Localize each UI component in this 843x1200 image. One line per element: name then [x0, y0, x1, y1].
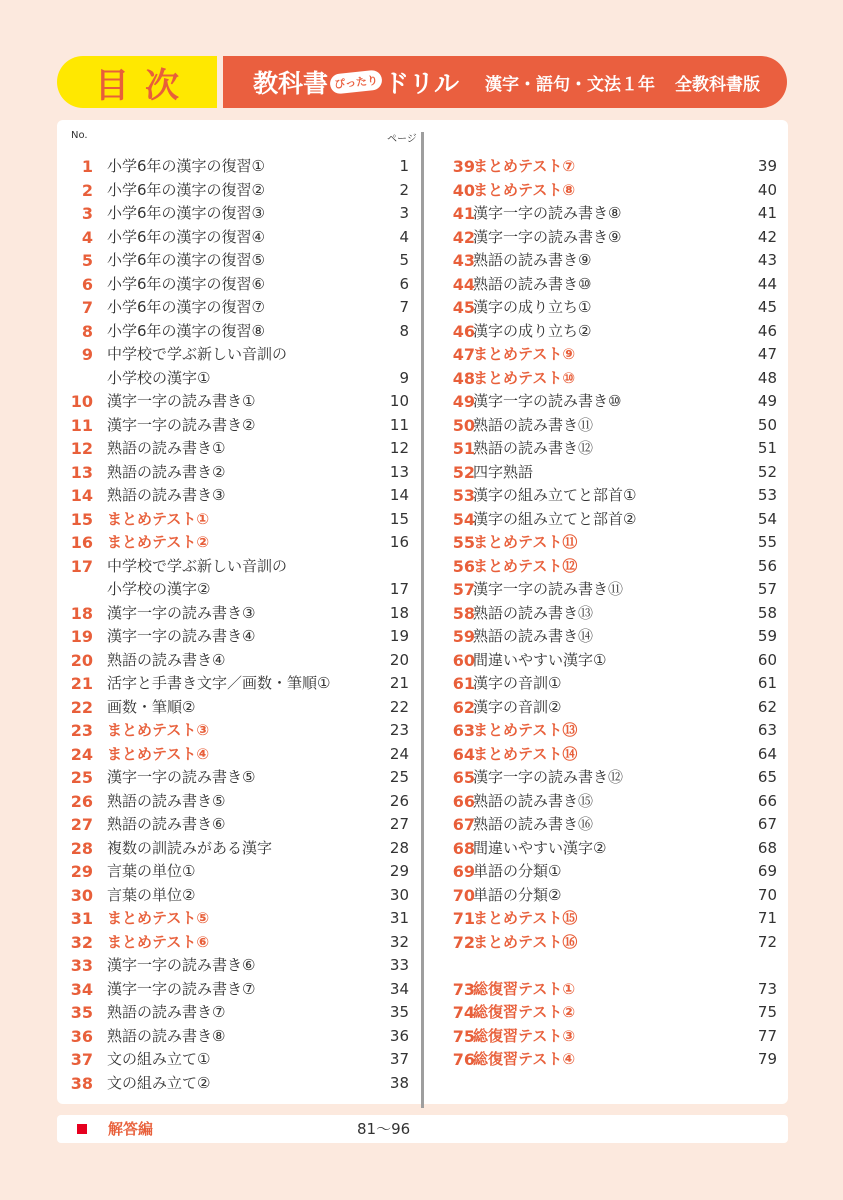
toc-page: 69	[757, 862, 777, 880]
toc-number: 10	[70, 392, 93, 411]
toc-page: 14	[389, 486, 409, 504]
book-title-a: 教科書	[253, 69, 329, 98]
toc-title-text: まとめテスト⑬	[473, 721, 578, 739]
toc-row	[57, 531, 788, 554]
toc-title-text: 小学6年の漢字の復習①	[107, 157, 265, 175]
toc-page: 19	[389, 627, 409, 645]
toc-row	[57, 296, 788, 319]
toc-number: 73	[452, 979, 475, 999]
page-column-head: ページ	[387, 134, 417, 145]
answer-pages: 81〜96	[357, 1120, 411, 1138]
answer-section	[57, 1115, 788, 1143]
toc-number: 24	[70, 744, 93, 764]
toc-page: 7	[399, 298, 409, 316]
toc-page: 41	[757, 204, 777, 222]
toc-title-text: 漢字一字の読み書き⑨	[473, 227, 622, 246]
toc-title-text: 熟語の読み書き⑫	[473, 439, 594, 457]
toc-page: 36	[389, 1026, 409, 1045]
toc-title-text: 画数・筆順②	[107, 697, 196, 716]
toc-number: 2	[81, 180, 93, 200]
toc-number: 8	[81, 321, 93, 341]
toc-number: 32	[70, 932, 93, 952]
toc-page: 37	[389, 1050, 409, 1068]
toc-number: 33	[70, 956, 93, 975]
toc-number: 69	[452, 862, 475, 881]
toc-title-text: 漢字一字の読み書き②	[107, 415, 256, 434]
toc-row	[57, 625, 788, 648]
toc-number: 18	[70, 603, 93, 623]
toc-number: 9	[81, 345, 93, 364]
toc-title-text: 小学6年の漢字の復習⑥	[107, 274, 265, 293]
toc-title-text: 漢字一字の読み書き⑫	[473, 768, 624, 786]
toc-row	[57, 320, 788, 343]
toc-page: 44	[757, 274, 777, 293]
toc-title-text: まとめテスト⑤	[107, 909, 210, 927]
toc-title-text: まとめテスト⑩	[473, 368, 576, 387]
toc-number: 67	[452, 815, 475, 834]
toc-page: 39	[757, 157, 777, 175]
toc-number: 5	[81, 251, 93, 270]
toc-page: 10	[389, 392, 409, 410]
toc-title-text: 熟語の読み書き⑪	[473, 415, 594, 434]
toc-page: 55	[757, 533, 777, 551]
toc-title-text: 活字と手書き文字／画数・筆順①	[107, 674, 331, 692]
toc-number: 7	[81, 298, 93, 317]
toc-number: 62	[452, 697, 475, 717]
toc-number: 57	[452, 580, 475, 599]
book-title	[253, 64, 459, 100]
toc-row	[57, 578, 788, 601]
toc-row	[57, 1001, 788, 1024]
edition: 全教科書版	[675, 74, 761, 95]
toc-page: 21	[389, 674, 409, 692]
toc-title-text: まとめテスト③	[107, 721, 210, 739]
toc-page: 62	[757, 697, 777, 716]
toc-page: 5	[399, 251, 409, 269]
toc-number: 36	[70, 1026, 93, 1046]
toc-number: 46	[452, 321, 475, 341]
toc-number: 41	[452, 204, 475, 223]
toc-label	[57, 56, 217, 108]
toc-title-text: 総復習テスト①	[473, 979, 576, 998]
toc-number: 60	[452, 650, 475, 670]
toc-number: 16	[70, 533, 93, 552]
toc-title-text: 熟語の読み書き②	[107, 462, 226, 481]
toc-number: 22	[70, 697, 93, 717]
toc-number: 61	[452, 674, 475, 693]
toc-row	[57, 461, 788, 484]
toc-number: 28	[70, 838, 93, 858]
toc-page: 60	[757, 650, 777, 669]
toc-title-text: 熟語の読み書き⑨	[473, 251, 592, 269]
toc-number: 65	[452, 768, 475, 787]
toc-title: 目次	[95, 65, 195, 106]
toc-title-text: まとめテスト⑨	[473, 345, 576, 363]
toc-title-text: 熟語の読み書き①	[107, 439, 226, 457]
toc-number: 70	[452, 885, 475, 905]
toc-number: 50	[452, 415, 475, 435]
toc-title-text: 漢字一字の読み書き①	[107, 392, 256, 410]
toc-row	[57, 555, 788, 578]
toc-title-text: 小学6年の漢字の復習⑤	[107, 251, 265, 269]
toc-title-text: まとめテスト⑥	[107, 932, 210, 951]
toc-title-text: 小学校の漢字①	[107, 368, 211, 387]
toc-page: 3	[399, 204, 409, 222]
toc-title-text: 熟語の読み書き⑤	[107, 791, 226, 810]
toc-page: 29	[389, 862, 409, 880]
toc-title-text: まとめテスト⑯	[473, 932, 578, 951]
toc-title-text: 漢字一字の読み書き⑦	[107, 979, 256, 998]
toc-page: 58	[757, 603, 777, 622]
toc-title-text: まとめテスト①	[107, 509, 210, 528]
toc-title-text: まとめテスト⑪	[473, 533, 578, 551]
toc-row	[57, 414, 788, 437]
toc-row	[57, 390, 788, 413]
toc-row	[57, 743, 788, 766]
toc-page: 8	[399, 321, 409, 340]
toc-page: 24	[389, 744, 409, 763]
toc-number: 34	[70, 979, 93, 999]
toc-page: 46	[757, 321, 777, 340]
toc-title-text: 熟語の読み書き⑮	[473, 791, 594, 810]
toc-row	[57, 884, 788, 907]
toc-row	[57, 860, 788, 883]
toc-number: 37	[70, 1050, 93, 1069]
toc-row	[57, 508, 788, 531]
toc-page: 6	[399, 274, 409, 293]
toc-title-text: 熟語の読み書き⑦	[107, 1003, 226, 1021]
toc-row	[57, 273, 788, 296]
toc-title-text: 漢字一字の読み書き⑪	[473, 580, 624, 598]
toc-number: 17	[70, 556, 93, 576]
toc-number: 15	[70, 509, 93, 529]
toc-title-text: 漢字の成り立ち②	[473, 321, 592, 340]
toc-title-text: 漢字一字の読み書き④	[107, 627, 256, 645]
toc-page: 40	[757, 180, 777, 199]
toc-title-text: 熟語の読み書き⑩	[473, 274, 592, 293]
toc-title-text: 四字熟語	[473, 462, 534, 481]
toc-page: 66	[757, 791, 777, 810]
toc-title-text: まとめテスト⑮	[473, 909, 578, 927]
toc-page: 27	[389, 815, 409, 833]
toc-number: 45	[452, 298, 475, 317]
toc-title-text: 熟語の読み書き⑥	[107, 815, 226, 833]
toc-row	[57, 155, 788, 178]
toc-title-text: 単語の分類②	[473, 885, 562, 904]
toc-title-text: 総復習テスト③	[473, 1026, 576, 1045]
toc-number: 59	[452, 627, 475, 646]
header	[57, 56, 787, 108]
no-column-head: No.	[71, 130, 88, 141]
toc-row	[57, 484, 788, 507]
toc-title-text: 熟語の読み書き⑧	[107, 1026, 226, 1045]
toc-number: 20	[70, 650, 93, 670]
toc-row	[57, 1025, 788, 1048]
toc-row	[57, 343, 788, 366]
toc-title-text: 小学6年の漢字の復習④	[107, 227, 265, 246]
toc-page: 9	[399, 368, 409, 387]
toc-number: 4	[81, 227, 93, 247]
toc-title-text: まとめテスト⑭	[473, 744, 578, 763]
toc-title-text: 漢字一字の読み書き⑥	[107, 956, 256, 974]
toc-number: 25	[70, 768, 93, 787]
toc-number: 38	[70, 1073, 93, 1093]
toc-title-text: 漢字一字の読み書き⑧	[473, 204, 622, 222]
toc-page: 57	[757, 580, 777, 598]
toc-number: 19	[70, 627, 93, 646]
toc-row	[57, 249, 788, 272]
book-title-b: ドリル	[384, 69, 460, 98]
toc-number: 6	[81, 274, 93, 294]
toc-page: 38	[389, 1073, 409, 1092]
toc-title-text: まとめテスト②	[107, 533, 210, 551]
toc-row	[57, 179, 788, 202]
toc-title-text: 熟語の読み書き⑭	[473, 627, 594, 645]
toc-number: 1	[81, 157, 93, 176]
toc-title-text: 言葉の単位②	[107, 885, 196, 904]
toc-title-text: 熟語の読み書き④	[107, 650, 226, 669]
toc-title-text: 総復習テスト④	[473, 1050, 576, 1068]
toc-page: 42	[757, 227, 777, 246]
toc-title-text: 漢字の成り立ち①	[473, 298, 592, 316]
toc-page: 51	[757, 439, 777, 457]
toc-title-text: 中学校で学ぶ新しい音訓の	[107, 345, 288, 363]
toc-title-text: まとめテスト⑦	[473, 157, 576, 175]
toc-number: 76	[452, 1050, 475, 1069]
toc-number: 13	[70, 462, 93, 482]
toc-page: 33	[389, 956, 409, 974]
toc-row	[57, 837, 788, 860]
toc-title-text: 複数の訓読みがある漢字	[107, 838, 273, 857]
toc-title-text: 総復習テスト②	[473, 1003, 576, 1021]
toc-row	[57, 226, 788, 249]
toc-row	[57, 954, 788, 977]
toc-page: 72	[757, 932, 777, 951]
toc-title-text: 小学6年の漢字の復習⑧	[107, 321, 265, 340]
toc-page: 71	[757, 909, 777, 927]
toc-title-text: 単語の分類①	[473, 862, 562, 880]
toc-title-text: 小学6年の漢字の復習②	[107, 180, 265, 199]
toc-row	[57, 813, 788, 836]
toc-page: 67	[757, 815, 777, 833]
toc-number: 53	[452, 486, 475, 505]
toc-page: 56	[757, 556, 777, 575]
toc-number: 58	[452, 603, 475, 623]
toc-page: 43	[757, 251, 777, 269]
toc-number: 11	[70, 415, 93, 435]
toc-row	[57, 1048, 788, 1071]
toc-number: 12	[70, 439, 93, 458]
toc-title-text: 漢字一字の読み書き⑩	[473, 392, 622, 410]
toc-page: 45	[757, 298, 777, 316]
toc-row	[57, 766, 788, 789]
toc-row	[57, 437, 788, 460]
toc-title-text: まとめテスト⑫	[473, 556, 578, 575]
toc-title-text: まとめテスト④	[107, 744, 210, 763]
toc-row	[57, 672, 788, 695]
toc-title-text: 間違いやすい漢字②	[473, 838, 607, 857]
toc-number: 48	[452, 368, 475, 388]
toc-page: 68	[757, 838, 777, 857]
subject: 漢字・語句・文法１年	[485, 74, 656, 95]
toc-page: 25	[389, 768, 409, 786]
toc-number: 56	[452, 556, 475, 576]
toc-number: 44	[452, 274, 475, 294]
toc-number: 47	[452, 345, 475, 364]
toc-number: 21	[70, 674, 93, 693]
bullet-square-icon	[77, 1124, 87, 1134]
toc-page: 26	[389, 791, 409, 810]
toc-row	[57, 696, 788, 719]
toc-page: 61	[757, 674, 777, 692]
toc-page: 16	[389, 533, 409, 551]
toc-page: 11	[389, 415, 409, 434]
toc-page: 79	[757, 1050, 777, 1068]
toc-page: 70	[757, 885, 777, 904]
toc-page: 31	[389, 909, 409, 927]
toc-number: 30	[70, 885, 93, 905]
toc-number: 43	[452, 251, 475, 270]
toc-page: 34	[389, 979, 409, 998]
toc-number: 72	[452, 932, 475, 952]
toc-page: 59	[757, 627, 777, 645]
toc-page: 18	[389, 603, 409, 622]
toc-row	[57, 602, 788, 625]
toc-number: 3	[81, 204, 93, 223]
toc-number: 39	[452, 157, 475, 176]
toc-title-text: 熟語の読み書き③	[107, 486, 226, 504]
toc-row	[57, 790, 788, 813]
toc-title-text: 漢字一字の読み書き⑤	[107, 768, 256, 786]
toc-page: 73	[757, 979, 777, 998]
toc-panel	[57, 120, 788, 1104]
toc-title-text: 小学6年の漢字の復習⑦	[107, 298, 265, 316]
toc-page: 63	[757, 721, 777, 739]
toc-row	[57, 649, 788, 672]
toc-page: 75	[757, 1003, 777, 1021]
toc-number: 64	[452, 744, 475, 764]
toc-title-text: 漢字の組み立てと部首②	[473, 509, 637, 528]
toc-row	[57, 367, 788, 390]
toc-title-text: 間違いやすい漢字①	[473, 650, 607, 669]
toc-number: 40	[452, 180, 475, 200]
toc-number: 49	[452, 392, 475, 411]
toc-page: 77	[757, 1026, 777, 1045]
toc-row	[57, 907, 788, 930]
toc-number: 74	[452, 1003, 475, 1022]
toc-number: 42	[452, 227, 475, 247]
toc-page: 54	[757, 509, 777, 528]
toc-page: 49	[757, 392, 777, 410]
toc-title-text: 漢字一字の読み書き③	[107, 603, 256, 622]
toc-number: 71	[452, 909, 475, 928]
toc-number: 31	[70, 909, 93, 928]
toc-row	[57, 931, 788, 954]
toc-number: 23	[70, 721, 93, 740]
toc-number: 51	[452, 439, 475, 458]
toc-page: 15	[389, 509, 409, 528]
toc-page: 64	[757, 744, 777, 763]
toc-title-text: 熟語の読み書き⑬	[473, 603, 594, 622]
toc-title-text: 文の組み立て①	[107, 1050, 211, 1068]
toc-number: 29	[70, 862, 93, 881]
toc-row	[57, 202, 788, 225]
toc-number: 68	[452, 838, 475, 858]
toc-page: 47	[757, 345, 777, 363]
toc-page: 30	[389, 885, 409, 904]
toc-title-text: 小学6年の漢字の復習③	[107, 204, 265, 222]
toc-title-text: 小学校の漢字②	[107, 580, 211, 598]
toc-title-text: 漢字の音訓①	[473, 674, 562, 692]
toc-page: 53	[757, 486, 777, 504]
toc-number: 26	[70, 791, 93, 811]
toc-number: 54	[452, 509, 475, 529]
toc-page: 23	[389, 721, 409, 739]
toc-page: 65	[757, 768, 777, 786]
toc-row	[57, 978, 788, 1001]
toc-row	[57, 1072, 788, 1095]
toc-title-text: まとめテスト⑧	[473, 180, 576, 199]
toc-page: 13	[389, 462, 409, 481]
toc-title-text: 中学校で学ぶ新しい音訓の	[107, 556, 288, 575]
toc-title-text: 漢字の音訓②	[473, 697, 562, 716]
book-banner	[223, 56, 787, 108]
toc-page: 32	[389, 932, 409, 951]
toc-page: 12	[389, 439, 409, 457]
toc-title-text: 熟語の読み書き⑯	[473, 815, 594, 833]
toc-number: 63	[452, 721, 475, 740]
toc-page: 22	[389, 697, 409, 716]
toc-title-text: 文の組み立て②	[107, 1073, 211, 1092]
toc-page: 35	[389, 1003, 409, 1021]
toc-title-text: 漢字の組み立てと部首①	[473, 486, 637, 504]
toc-page: 1	[399, 157, 409, 175]
toc-page: 20	[389, 650, 409, 669]
book-title-badge: ぴったり	[329, 69, 383, 94]
toc-page: 50	[757, 415, 777, 434]
toc-number: 55	[452, 533, 475, 552]
toc-page: 17	[389, 580, 409, 598]
toc-page: 48	[757, 368, 777, 387]
toc-number: 66	[452, 791, 475, 811]
toc-row	[57, 719, 788, 742]
toc-number: 14	[70, 486, 93, 505]
toc-page: 2	[399, 180, 409, 199]
answer-label: 解答編	[108, 1120, 154, 1138]
toc-title-text: 言葉の単位①	[107, 862, 196, 880]
toc-number: 27	[70, 815, 93, 834]
toc-page: 28	[389, 838, 409, 857]
toc-number: 52	[452, 462, 475, 482]
toc-page: 52	[757, 462, 777, 481]
toc-number: 75	[452, 1026, 475, 1046]
toc-page: 4	[399, 227, 409, 246]
toc-number: 35	[70, 1003, 93, 1022]
